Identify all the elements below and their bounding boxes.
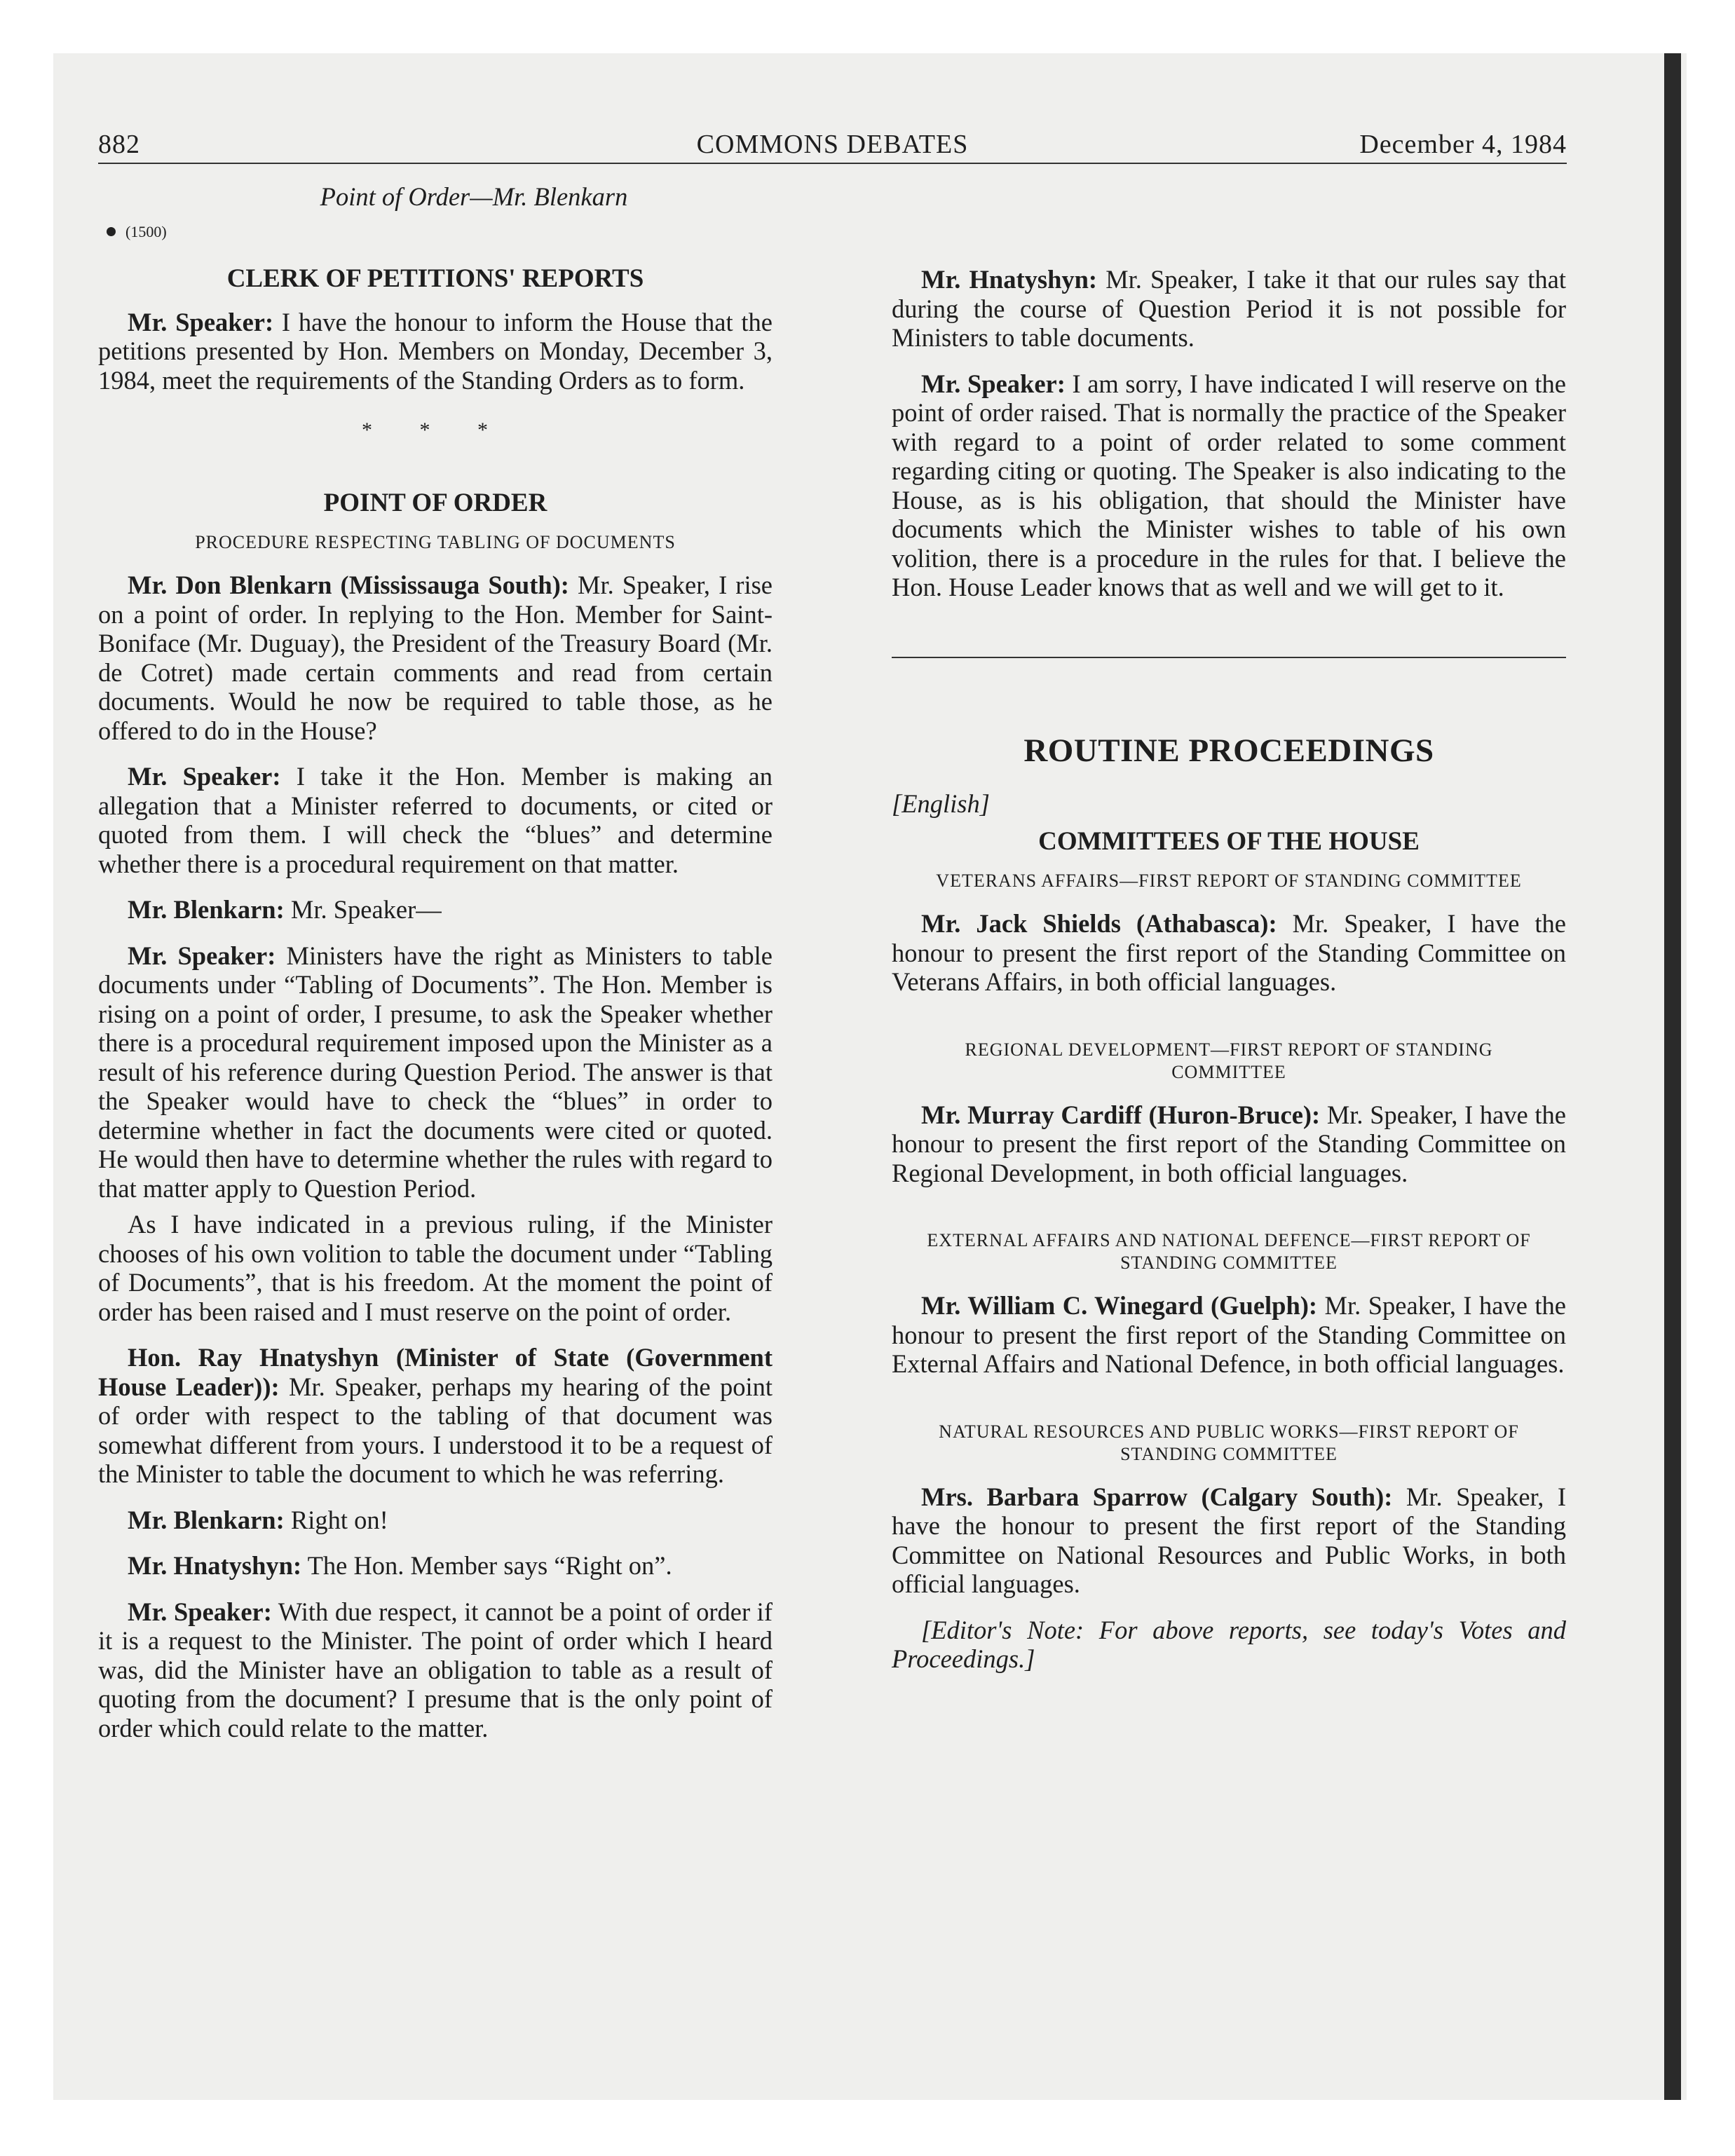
paragraph [98,1551,773,1581]
left-column [98,182,773,1759]
running-head: Point of Order—Mr. Blenkarn [320,182,628,211]
speaker-name: Mr. Murray Cardiff (Huron-Bruce): [921,1100,1321,1129]
timestamp [98,217,773,247]
speech-text: I am sorry, I have indicated I will reserve on the point of order raised. That is normally the practice of the Speaker with regard to a point of order related to some comment regarding citing or quoting. The Speaker is also indicating to the House, as is his obligation, that should the Minister have documents which the Minister wishes to table of his own volition, there is a procedure in the rules for that. I believe the Hon. House Leader knows that as well and we will get to it. [892,369,1566,601]
speech-text: Mr. Speaker— [284,895,442,924]
speaker-name: Mr. Don Blenkarn (Mississauga South): [128,571,569,599]
section-title-routine-proceedings: ROUTINE PROCEEDINGS [1023,732,1434,769]
paragraph [98,895,773,925]
publication-title: COMMONS DEBATES [696,130,969,159]
page-header [98,129,1567,163]
header-rule [98,163,1567,164]
section-title-committees: COMMITTEES OF THE HOUSE [1038,826,1420,856]
section-subtitle: PROCEDURE RESPECTING TABLING OF DOCUMENTS [195,532,676,552]
paragraph [98,1343,773,1489]
committee-subtitle: VETERANS AFFAIRS—FIRST REPORT OF STANDING COMMITTEE [936,871,1522,891]
paragraph [98,1506,773,1535]
speaker-name: Mr. Speaker: [128,762,281,791]
page-number: 882 [98,130,140,159]
speech-text: Mr. Speaker, I have the honour to present the first report of the Standing Committee on External Affairs and National Defence, in both official languages. [892,1291,1566,1378]
column-top-spacer [892,182,1566,278]
speech-text: The Hon. Member says “Right on”. [301,1551,672,1580]
speech-text: I have the honour to inform the House that the petitions presented by Hon. Members on Monday, December 3, 1984, meet the requirements of the Standing Orders as to form. [98,307,773,395]
paragraph [98,571,773,745]
speech-text: I take it the Hon. Member is making an allegation that a Minister referred to documents, or cited or quoted from them. I will check the “blues” and determine whether there is a procedural requirement on that matter. [98,762,773,878]
editor-note: [Editor's Note: For above reports, see today's Votes and Proceedings.] [892,1615,1566,1673]
publication-date: December 4, 1984 [1359,130,1567,159]
scan-edge-bar [1664,53,1681,2100]
section-rule [892,657,1566,658]
paragraph: As I have indicated in a previous ruling, if the Minister chooses of his own volition to table the document under “Tabling of Documents”, that is his freedom. At the moment the point of order has been raised and I must reserve on the point of order. [98,1210,773,1326]
paragraph [892,1100,1566,1188]
speaker-name: Hon. Ray Hnatyshyn (Minister of State (Government House Leader)): [98,1343,773,1401]
paragraph [892,909,1566,997]
paragraph [892,265,1566,353]
speaker-name: Mr. William C. Winegard (Guelph): [921,1291,1318,1320]
speaker-name: Mr. Blenkarn: [128,1505,285,1534]
committee-subtitle: NATURAL RESOURCES AND PUBLIC WORKS—FIRST REPORT OF STANDING COMMITTEE [939,1421,1519,1464]
section-title-point-of-order: POINT OF ORDER [323,488,547,517]
paragraph [892,1482,1566,1599]
speech-text: Mr. Speaker, perhaps my hearing of the point of order with respect to the tabling of that document was somewhat different from yours. I understood it to be a request of the Minister to table the document to which he was referring. [98,1372,773,1488]
speech-text: With due respect, it cannot be a point of order if it is a request to the Minister. The point of order which I heard was, did the Minister have an obligation to table as a result of quoting from the document? I presume that is the only point of order which could relate to the matter. [98,1597,773,1742]
speech-text: Ministers have the right as Ministers to table documents under “Tabling of Documents”. The Hon. Member is rising on a point of order, I presume, to ask the Speaker whether there is a procedural requirement imposed upon the Minister as a result of his reference during Question Period. The answer is that the Speaker would have to check the “blues” in order to determine whether in fact the documents were cited or quoted. He would then have to determine whether the rules with regard to that matter apply to Question Period. [98,941,773,1203]
speaker-name: Mr. Hnatyshyn: [921,265,1098,294]
right-column [892,182,1566,1691]
bullet-icon [107,227,116,236]
speaker-name: Mr. Speaker: [921,369,1066,398]
speech-text: Right on! [284,1505,388,1534]
committee-subtitle: REGIONAL DEVELOPMENT—FIRST REPORT OF STANDING COMMITTEE [965,1039,1493,1082]
committee-subtitle: EXTERNAL AFFAIRS AND NATIONAL DEFENCE—FIRST REPORT OF STANDING COMMITTEE [927,1230,1531,1273]
paragraph [892,1291,1566,1379]
section-separator: * * * [362,418,509,442]
speech-text: Mr. Speaker, I rise on a point of order. In replying to the Hon. Member for Saint-Boniface (Mr. Duguay), the President of the Treasury Board (Mr. de Cotret) made certain comments and read from certain documents. Would he now be required to table those, as he offered to do in the House? [98,571,773,745]
speech-text: Mr. Speaker, I have the honour to present the first report of the Standing Committee on Veterans Affairs, in both official languages. [892,909,1566,996]
speech-text: Mr. Speaker, I have the honour to present the first report of the Standing Committee on National Resources and Public Works, in both official languages. [892,1482,1566,1598]
paragraph [98,1597,773,1743]
speech-text: Mr. Speaker, I take it that our rules say that during the course of Question Period it is not possible for Ministers to table documents. [892,265,1566,352]
paragraph [98,308,773,395]
language-tag: [English] [892,789,990,818]
speaker-name: Mr. Hnatyshyn: [128,1551,302,1580]
paragraph [892,369,1566,602]
timestamp-text: (1500) [125,222,167,240]
speaker-name: Mrs. Barbara Sparrow (Calgary South): [921,1482,1393,1511]
speaker-name: Mr. Blenkarn: [128,895,285,924]
speaker-name: Mr. Speaker: [128,1597,272,1626]
paragraph [98,762,773,878]
speech-text: Mr. Speaker, I have the honour to present the first report of the Standing Committee on Regional Development, in both official languages. [892,1100,1566,1187]
speaker-name: Mr. Speaker: [128,941,276,970]
speaker-name: Mr. Jack Shields (Athabasca): [921,909,1277,938]
section-title-petitions: CLERK OF PETITIONS' REPORTS [226,264,644,293]
paragraph [98,941,773,1203]
speaker-name: Mr. Speaker: [128,307,274,336]
